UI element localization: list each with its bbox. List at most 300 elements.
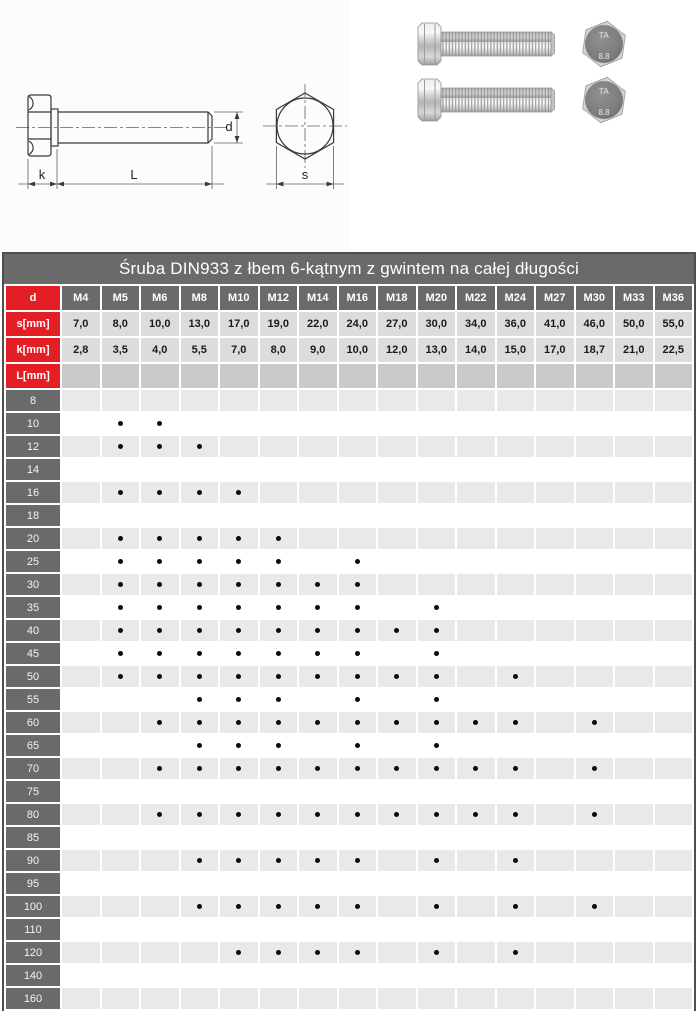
s-value-M22: 34,0 bbox=[457, 312, 495, 336]
availability-cell-45-M24 bbox=[497, 643, 535, 664]
availability-cell-110-M16 bbox=[339, 919, 377, 940]
availability-cell-30-M6 bbox=[141, 574, 179, 595]
availability-cell-90-M33 bbox=[615, 850, 653, 871]
length-label-100: 100 bbox=[6, 896, 60, 917]
availability-dot bbox=[355, 697, 360, 702]
availability-cell-40-M33 bbox=[615, 620, 653, 641]
availability-cell-85-M10 bbox=[220, 827, 258, 848]
length-label-18: 18 bbox=[6, 505, 60, 526]
availability-cell-10-M24 bbox=[497, 413, 535, 434]
availability-cell-95-M12 bbox=[260, 873, 298, 894]
availability-cell-160-M24 bbox=[497, 988, 535, 1009]
s-row-label: s[mm] bbox=[6, 312, 60, 336]
availability-cell-18-M5 bbox=[102, 505, 140, 526]
availability-cell-35-M10 bbox=[220, 597, 258, 618]
availability-cell-60-M10 bbox=[220, 712, 258, 733]
availability-cell-60-M6 bbox=[141, 712, 179, 733]
availability-cell-85-M4 bbox=[62, 827, 100, 848]
availability-cell-10-M10 bbox=[220, 413, 258, 434]
k-value-M22: 14,0 bbox=[457, 338, 495, 362]
availability-cell-65-M10 bbox=[220, 735, 258, 756]
availability-cell-8-M14 bbox=[299, 390, 337, 411]
availability-cell-12-M6 bbox=[141, 436, 179, 457]
availability-cell-10-M14 bbox=[299, 413, 337, 434]
availability-cell-80-M18 bbox=[378, 804, 416, 825]
availability-cell-50-M18 bbox=[378, 666, 416, 687]
availability-cell-60-M30 bbox=[576, 712, 614, 733]
availability-cell-70-M18 bbox=[378, 758, 416, 779]
availability-cell-100-M12 bbox=[260, 896, 298, 917]
availability-cell-14-M12 bbox=[260, 459, 298, 480]
availability-cell-40-M6 bbox=[141, 620, 179, 641]
availability-dot bbox=[434, 674, 439, 679]
availability-cell-70-M33 bbox=[615, 758, 653, 779]
table-section bbox=[2, 252, 696, 1011]
availability-cell-55-M30 bbox=[576, 689, 614, 710]
availability-cell-160-M14 bbox=[299, 988, 337, 1009]
s-value-M24: 36,0 bbox=[497, 312, 535, 336]
availability-cell-100-M36 bbox=[655, 896, 693, 917]
k-value-M24: 15,0 bbox=[497, 338, 535, 362]
availability-dot bbox=[355, 812, 360, 817]
availability-cell-100-M6 bbox=[141, 896, 179, 917]
availability-cell-35-M30 bbox=[576, 597, 614, 618]
availability-cell-160-M18 bbox=[378, 988, 416, 1009]
k-value-M8: 5,5 bbox=[181, 338, 219, 362]
availability-cell-30-M16 bbox=[339, 574, 377, 595]
availability-cell-85-M22 bbox=[457, 827, 495, 848]
availability-cell-85-M30 bbox=[576, 827, 614, 848]
availability-cell-80-M33 bbox=[615, 804, 653, 825]
availability-cell-14-M14 bbox=[299, 459, 337, 480]
length-row-75 bbox=[6, 781, 692, 802]
availability-cell-30-M18 bbox=[378, 574, 416, 595]
availability-cell-140-M8 bbox=[181, 965, 219, 986]
k-value-M33: 21,0 bbox=[615, 338, 653, 362]
availability-cell-85-M36 bbox=[655, 827, 693, 848]
availability-cell-85-M6 bbox=[141, 827, 179, 848]
k-value-M20: 13,0 bbox=[418, 338, 456, 362]
availability-cell-10-M30 bbox=[576, 413, 614, 434]
length-label-35: 35 bbox=[6, 597, 60, 618]
availability-cell-110-M33 bbox=[615, 919, 653, 940]
availability-cell-120-M4 bbox=[62, 942, 100, 963]
availability-cell-60-M8 bbox=[181, 712, 219, 733]
availability-cell-75-M8 bbox=[181, 781, 219, 802]
availability-cell-110-M10 bbox=[220, 919, 258, 940]
length-label-80: 80 bbox=[6, 804, 60, 825]
availability-cell-40-M8 bbox=[181, 620, 219, 641]
availability-cell-110-M18 bbox=[378, 919, 416, 940]
availability-dot bbox=[236, 743, 241, 748]
availability-cell-60-M12 bbox=[260, 712, 298, 733]
availability-dot bbox=[197, 582, 202, 587]
availability-cell-110-M27 bbox=[536, 919, 574, 940]
availability-cell-40-M4 bbox=[62, 620, 100, 641]
availability-cell-14-M6 bbox=[141, 459, 179, 480]
availability-cell-90-M12 bbox=[260, 850, 298, 871]
L-header-cell-M18 bbox=[378, 364, 416, 388]
availability-cell-25-M4 bbox=[62, 551, 100, 572]
availability-dot bbox=[276, 766, 281, 771]
availability-dot bbox=[118, 536, 123, 541]
length-row-50 bbox=[6, 666, 692, 687]
availability-cell-120-M33 bbox=[615, 942, 653, 963]
availability-cell-25-M20 bbox=[418, 551, 456, 572]
availability-cell-90-M27 bbox=[536, 850, 574, 871]
availability-cell-30-M12 bbox=[260, 574, 298, 595]
availability-dot bbox=[473, 766, 478, 771]
availability-dot bbox=[434, 743, 439, 748]
availability-cell-18-M24 bbox=[497, 505, 535, 526]
length-row-100 bbox=[6, 896, 692, 917]
availability-cell-90-M22 bbox=[457, 850, 495, 871]
availability-cell-120-M24 bbox=[497, 942, 535, 963]
availability-cell-40-M30 bbox=[576, 620, 614, 641]
availability-dot bbox=[434, 812, 439, 817]
availability-cell-60-M33 bbox=[615, 712, 653, 733]
availability-cell-14-M24 bbox=[497, 459, 535, 480]
availability-cell-40-M16 bbox=[339, 620, 377, 641]
availability-cell-110-M36 bbox=[655, 919, 693, 940]
availability-cell-40-M36 bbox=[655, 620, 693, 641]
availability-cell-12-M8 bbox=[181, 436, 219, 457]
availability-cell-45-M10 bbox=[220, 643, 258, 664]
availability-cell-70-M14 bbox=[299, 758, 337, 779]
availability-cell-120-M18 bbox=[378, 942, 416, 963]
availability-dot bbox=[236, 605, 241, 610]
availability-dot bbox=[513, 858, 518, 863]
availability-cell-35-M22 bbox=[457, 597, 495, 618]
availability-cell-95-M22 bbox=[457, 873, 495, 894]
availability-cell-40-M22 bbox=[457, 620, 495, 641]
availability-cell-85-M33 bbox=[615, 827, 653, 848]
length-row-16 bbox=[6, 482, 692, 503]
availability-dot bbox=[276, 536, 281, 541]
availability-cell-16-M14 bbox=[299, 482, 337, 503]
availability-cell-30-M14 bbox=[299, 574, 337, 595]
length-row-160 bbox=[6, 988, 692, 1009]
availability-cell-160-M4 bbox=[62, 988, 100, 1009]
availability-cell-70-M30 bbox=[576, 758, 614, 779]
availability-cell-50-M30 bbox=[576, 666, 614, 687]
availability-cell-60-M4 bbox=[62, 712, 100, 733]
availability-dot bbox=[473, 812, 478, 817]
availability-dot bbox=[236, 582, 241, 587]
availability-dot bbox=[276, 651, 281, 656]
availability-cell-8-M18 bbox=[378, 390, 416, 411]
availability-cell-75-M10 bbox=[220, 781, 258, 802]
k-row-label: k[mm] bbox=[6, 338, 60, 362]
availability-cell-75-M36 bbox=[655, 781, 693, 802]
availability-cell-65-M30 bbox=[576, 735, 614, 756]
availability-dot bbox=[197, 766, 202, 771]
L-header-cell-M24 bbox=[497, 364, 535, 388]
table-title: Śruba DIN933 z łbem 6-kątnym z gwintem na całej długości bbox=[4, 252, 694, 284]
L-header-cell-M5 bbox=[102, 364, 140, 388]
availability-cell-140-M10 bbox=[220, 965, 258, 986]
length-label-60: 60 bbox=[6, 712, 60, 733]
availability-cell-10-M36 bbox=[655, 413, 693, 434]
availability-cell-16-M10 bbox=[220, 482, 258, 503]
availability-cell-30-M27 bbox=[536, 574, 574, 595]
availability-dot bbox=[315, 858, 320, 863]
k-value-M5: 3,5 bbox=[102, 338, 140, 362]
availability-cell-30-M24 bbox=[497, 574, 535, 595]
L-header-cell-M4 bbox=[62, 364, 100, 388]
availability-cell-85-M20 bbox=[418, 827, 456, 848]
availability-cell-20-M4 bbox=[62, 528, 100, 549]
availability-cell-8-M33 bbox=[615, 390, 653, 411]
length-label-140: 140 bbox=[6, 965, 60, 986]
availability-cell-90-M8 bbox=[181, 850, 219, 871]
availability-dot bbox=[157, 720, 162, 725]
availability-cell-75-M30 bbox=[576, 781, 614, 802]
L-header-cell-M30 bbox=[576, 364, 614, 388]
availability-cell-95-M8 bbox=[181, 873, 219, 894]
availability-dot bbox=[355, 858, 360, 863]
availability-cell-80-M10 bbox=[220, 804, 258, 825]
availability-dot bbox=[118, 444, 123, 449]
availability-cell-120-M16 bbox=[339, 942, 377, 963]
length-label-40: 40 bbox=[6, 620, 60, 641]
availability-cell-10-M12 bbox=[260, 413, 298, 434]
length-label-10: 10 bbox=[6, 413, 60, 434]
product-photos bbox=[400, 18, 698, 134]
availability-cell-75-M24 bbox=[497, 781, 535, 802]
availability-cell-18-M16 bbox=[339, 505, 377, 526]
availability-cell-100-M14 bbox=[299, 896, 337, 917]
availability-cell-10-M6 bbox=[141, 413, 179, 434]
availability-cell-80-M12 bbox=[260, 804, 298, 825]
availability-cell-90-M10 bbox=[220, 850, 258, 871]
availability-cell-110-M4 bbox=[62, 919, 100, 940]
length-row-120 bbox=[6, 942, 692, 963]
availability-cell-95-M5 bbox=[102, 873, 140, 894]
availability-dot bbox=[513, 720, 518, 725]
availability-cell-110-M22 bbox=[457, 919, 495, 940]
availability-cell-50-M22 bbox=[457, 666, 495, 687]
availability-cell-12-M24 bbox=[497, 436, 535, 457]
length-row-10 bbox=[6, 413, 692, 434]
availability-cell-75-M5 bbox=[102, 781, 140, 802]
availability-cell-120-M12 bbox=[260, 942, 298, 963]
availability-dot bbox=[315, 720, 320, 725]
length-label-95: 95 bbox=[6, 873, 60, 894]
length-row-70 bbox=[6, 758, 692, 779]
availability-cell-12-M27 bbox=[536, 436, 574, 457]
length-label-16: 16 bbox=[6, 482, 60, 503]
availability-cell-75-M22 bbox=[457, 781, 495, 802]
length-label-14: 14 bbox=[6, 459, 60, 480]
availability-cell-55-M10 bbox=[220, 689, 258, 710]
availability-dot bbox=[592, 720, 597, 725]
availability-cell-160-M22 bbox=[457, 988, 495, 1009]
availability-dot bbox=[355, 628, 360, 633]
col-header-M30: M30 bbox=[576, 286, 614, 310]
length-row-60 bbox=[6, 712, 692, 733]
availability-cell-160-M8 bbox=[181, 988, 219, 1009]
availability-cell-140-M16 bbox=[339, 965, 377, 986]
availability-dot bbox=[236, 559, 241, 564]
availability-dot bbox=[118, 628, 123, 633]
availability-cell-140-M33 bbox=[615, 965, 653, 986]
availability-dot bbox=[315, 904, 320, 909]
availability-dot bbox=[513, 766, 518, 771]
availability-cell-8-M8 bbox=[181, 390, 219, 411]
length-label-85: 85 bbox=[6, 827, 60, 848]
availability-cell-10-M33 bbox=[615, 413, 653, 434]
bolt-side-view bbox=[28, 95, 212, 156]
availability-cell-60-M5 bbox=[102, 712, 140, 733]
availability-cell-25-M36 bbox=[655, 551, 693, 572]
availability-dot bbox=[434, 720, 439, 725]
availability-cell-75-M20 bbox=[418, 781, 456, 802]
length-row-20 bbox=[6, 528, 692, 549]
centerlines bbox=[16, 84, 347, 168]
availability-dot bbox=[473, 720, 478, 725]
availability-cell-65-M36 bbox=[655, 735, 693, 756]
availability-cell-80-M30 bbox=[576, 804, 614, 825]
technical-drawing bbox=[0, 0, 350, 250]
availability-cell-30-M30 bbox=[576, 574, 614, 595]
length-label-25: 25 bbox=[6, 551, 60, 572]
availability-cell-110-M6 bbox=[141, 919, 179, 940]
availability-cell-50-M10 bbox=[220, 666, 258, 687]
availability-cell-100-M10 bbox=[220, 896, 258, 917]
availability-cell-40-M10 bbox=[220, 620, 258, 641]
availability-cell-85-M5 bbox=[102, 827, 140, 848]
availability-cell-100-M16 bbox=[339, 896, 377, 917]
availability-cell-18-M6 bbox=[141, 505, 179, 526]
availability-cell-20-M27 bbox=[536, 528, 574, 549]
dim-label-d: d bbox=[225, 119, 233, 134]
availability-dot bbox=[394, 766, 399, 771]
availability-cell-55-M6 bbox=[141, 689, 179, 710]
availability-dot bbox=[315, 582, 320, 587]
k-value-M18: 12,0 bbox=[378, 338, 416, 362]
availability-dot bbox=[276, 950, 281, 955]
availability-cell-50-M16 bbox=[339, 666, 377, 687]
availability-cell-95-M33 bbox=[615, 873, 653, 894]
availability-cell-35-M12 bbox=[260, 597, 298, 618]
availability-cell-16-M27 bbox=[536, 482, 574, 503]
availability-cell-18-M12 bbox=[260, 505, 298, 526]
availability-cell-75-M27 bbox=[536, 781, 574, 802]
col-header-M33: M33 bbox=[615, 286, 653, 310]
dimensions-table bbox=[4, 284, 694, 1011]
availability-cell-95-M10 bbox=[220, 873, 258, 894]
availability-cell-50-M5 bbox=[102, 666, 140, 687]
availability-cell-8-M20 bbox=[418, 390, 456, 411]
availability-cell-95-M20 bbox=[418, 873, 456, 894]
availability-dot bbox=[118, 559, 123, 564]
availability-cell-55-M24 bbox=[497, 689, 535, 710]
col-header-M20: M20 bbox=[418, 286, 456, 310]
head-marking-bottom-2: 8.8 bbox=[598, 108, 610, 117]
availability-cell-60-M27 bbox=[536, 712, 574, 733]
k-value-M4: 2,8 bbox=[62, 338, 100, 362]
col-header-M10: M10 bbox=[220, 286, 258, 310]
L-header-cell-M14 bbox=[299, 364, 337, 388]
availability-cell-12-M10 bbox=[220, 436, 258, 457]
availability-cell-140-M14 bbox=[299, 965, 337, 986]
availability-cell-25-M18 bbox=[378, 551, 416, 572]
length-label-90: 90 bbox=[6, 850, 60, 871]
L-header-cell-M36 bbox=[655, 364, 693, 388]
s-value-M33: 50,0 bbox=[615, 312, 653, 336]
col-header-M22: M22 bbox=[457, 286, 495, 310]
availability-dot bbox=[236, 720, 241, 725]
availability-cell-140-M30 bbox=[576, 965, 614, 986]
length-label-8: 8 bbox=[6, 390, 60, 411]
availability-cell-160-M20 bbox=[418, 988, 456, 1009]
L-header-cell-M10 bbox=[220, 364, 258, 388]
availability-cell-65-M20 bbox=[418, 735, 456, 756]
availability-cell-120-M14 bbox=[299, 942, 337, 963]
dim-label-s: s bbox=[301, 167, 309, 182]
availability-cell-120-M36 bbox=[655, 942, 693, 963]
availability-cell-100-M30 bbox=[576, 896, 614, 917]
availability-dot bbox=[197, 444, 202, 449]
availability-cell-30-M22 bbox=[457, 574, 495, 595]
L-row-label: L[mm] bbox=[6, 364, 60, 388]
head-marking-top-1: TA bbox=[598, 31, 610, 40]
availability-cell-50-M33 bbox=[615, 666, 653, 687]
availability-dot bbox=[355, 766, 360, 771]
availability-cell-16-M30 bbox=[576, 482, 614, 503]
availability-cell-140-M20 bbox=[418, 965, 456, 986]
availability-cell-40-M14 bbox=[299, 620, 337, 641]
availability-cell-45-M22 bbox=[457, 643, 495, 664]
availability-dot bbox=[355, 950, 360, 955]
availability-cell-80-M5 bbox=[102, 804, 140, 825]
availability-cell-70-M16 bbox=[339, 758, 377, 779]
availability-dot bbox=[197, 651, 202, 656]
L-header-cell-M16 bbox=[339, 364, 377, 388]
availability-dot bbox=[434, 858, 439, 863]
availability-dot bbox=[355, 743, 360, 748]
availability-cell-18-M36 bbox=[655, 505, 693, 526]
length-row-35 bbox=[6, 597, 692, 618]
availability-cell-75-M16 bbox=[339, 781, 377, 802]
availability-cell-8-M4 bbox=[62, 390, 100, 411]
availability-dot bbox=[592, 766, 597, 771]
availability-dot bbox=[276, 628, 281, 633]
availability-cell-14-M36 bbox=[655, 459, 693, 480]
availability-cell-65-M8 bbox=[181, 735, 219, 756]
col-header-M16: M16 bbox=[339, 286, 377, 310]
length-row-65 bbox=[6, 735, 692, 756]
availability-cell-55-M14 bbox=[299, 689, 337, 710]
availability-cell-45-M14 bbox=[299, 643, 337, 664]
availability-dot bbox=[197, 674, 202, 679]
availability-dot bbox=[276, 858, 281, 863]
availability-dot bbox=[157, 651, 162, 656]
availability-cell-160-M5 bbox=[102, 988, 140, 1009]
s-value-M6: 10,0 bbox=[141, 312, 179, 336]
availability-dot bbox=[197, 628, 202, 633]
availability-cell-25-M6 bbox=[141, 551, 179, 572]
availability-cell-25-M16 bbox=[339, 551, 377, 572]
availability-cell-18-M20 bbox=[418, 505, 456, 526]
availability-dot bbox=[236, 766, 241, 771]
diameter-header-row bbox=[6, 286, 692, 310]
availability-cell-12-M14 bbox=[299, 436, 337, 457]
availability-cell-30-M20 bbox=[418, 574, 456, 595]
availability-dot bbox=[236, 697, 241, 702]
availability-cell-140-M24 bbox=[497, 965, 535, 986]
